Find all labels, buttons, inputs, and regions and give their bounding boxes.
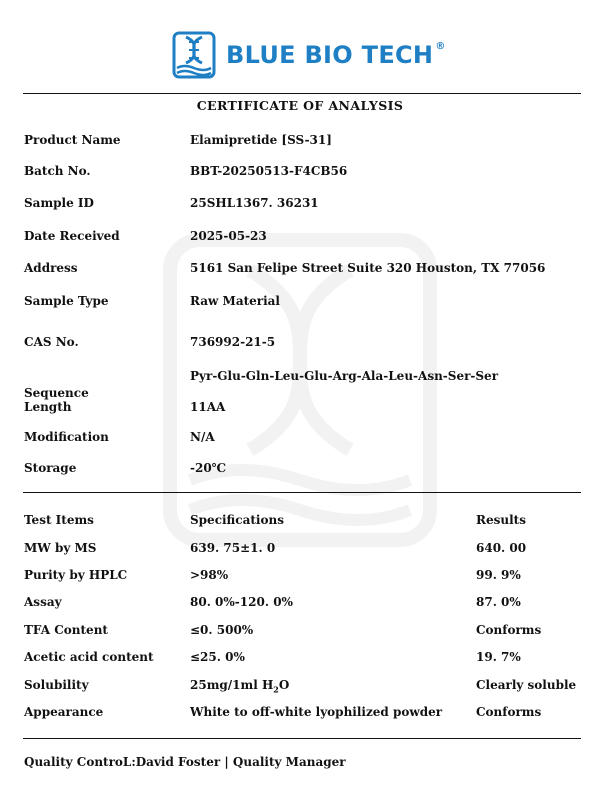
value-sequence: Pyr-Glu-Gln-Leu-Glu-Arg-Ala-Leu-Asn-Ser-Ser [190,369,499,383]
test-result: 19. 7% [476,650,521,664]
test-spec: >98% [190,568,229,582]
value-product-name: Elamipretide [SS-31] [190,133,332,147]
footer-rule [23,738,581,739]
registered-mark: ® [435,41,446,52]
test-item: Purity by HPLC [24,568,128,582]
test-spec: White to off-white lyophilized powder [190,705,443,719]
value-address: 5161 San Felipe Street Suite 320 Houston, TX 77056 [190,261,546,275]
spec-subscript: 2 [273,684,279,695]
label-cas-no: CAS No. [24,335,79,349]
brand-name-text: BLUE BIO TECH [226,41,434,69]
title-top-rule [23,93,581,94]
table-top-rule [23,492,581,493]
value-cas-no: 736992-21-5 [190,335,276,349]
header-specifications: Specifications [190,513,284,527]
label-sequence: Sequence [24,386,89,400]
test-spec-solubility [190,678,289,696]
test-result: 99. 9% [476,568,521,582]
value-storage: -20℃ [190,461,227,475]
value-date-received: 2025-05-23 [190,229,267,243]
label-modification: Modification [24,430,109,444]
dna-logo-icon [172,31,216,79]
value-batch-no: BBT-20250513-F4CB56 [190,164,348,178]
label-sample-id: Sample ID [24,196,94,210]
value-sample-id: 25SHL1367. 36231 [190,196,319,210]
label-address: Address [24,261,78,275]
test-spec: ≤0. 500% [190,623,254,637]
test-result: Conforms [476,623,542,637]
label-date-received: Date Received [24,229,120,243]
spec-tail: O [278,678,290,692]
label-storage: Storage [24,461,77,475]
value-modification: N/A [190,430,215,444]
brand-logo [172,30,446,80]
test-spec: ≤25. 0% [190,650,245,664]
value-length: 11AA [190,400,226,414]
test-result: 87. 0% [476,595,521,609]
header-results: Results [476,513,526,527]
header-test-items: Test Items [24,513,94,527]
test-item: Assay [24,595,62,609]
test-result: Clearly soluble [476,678,577,692]
test-spec: 639. 75±1. 0 [190,541,276,555]
dna-watermark [160,230,440,550]
test-item: TFA Content [24,623,108,637]
quality-control-signoff: Quality ControL:David Foster | Quality Manager [24,755,346,769]
spec-main: 25mg/1ml H [190,678,274,692]
test-result: Conforms [476,705,542,719]
test-item: Solubility [24,678,89,692]
value-sample-type: Raw Material [190,294,280,308]
test-result: 640. 00 [476,541,527,555]
label-sample-type: Sample Type [24,294,109,308]
test-item: MW by MS [24,541,97,555]
document-title: CERTIFICATE OF ANALYSIS [196,98,404,113]
brand-name [226,41,446,69]
label-product-name: Product Name [24,133,121,147]
test-item: Appearance [24,705,104,719]
test-item: Acetic acid content [24,650,154,664]
label-batch-no: Batch No. [24,164,91,178]
label-length: Length [24,400,72,414]
test-spec: 80. 0%-120. 0% [190,595,293,609]
